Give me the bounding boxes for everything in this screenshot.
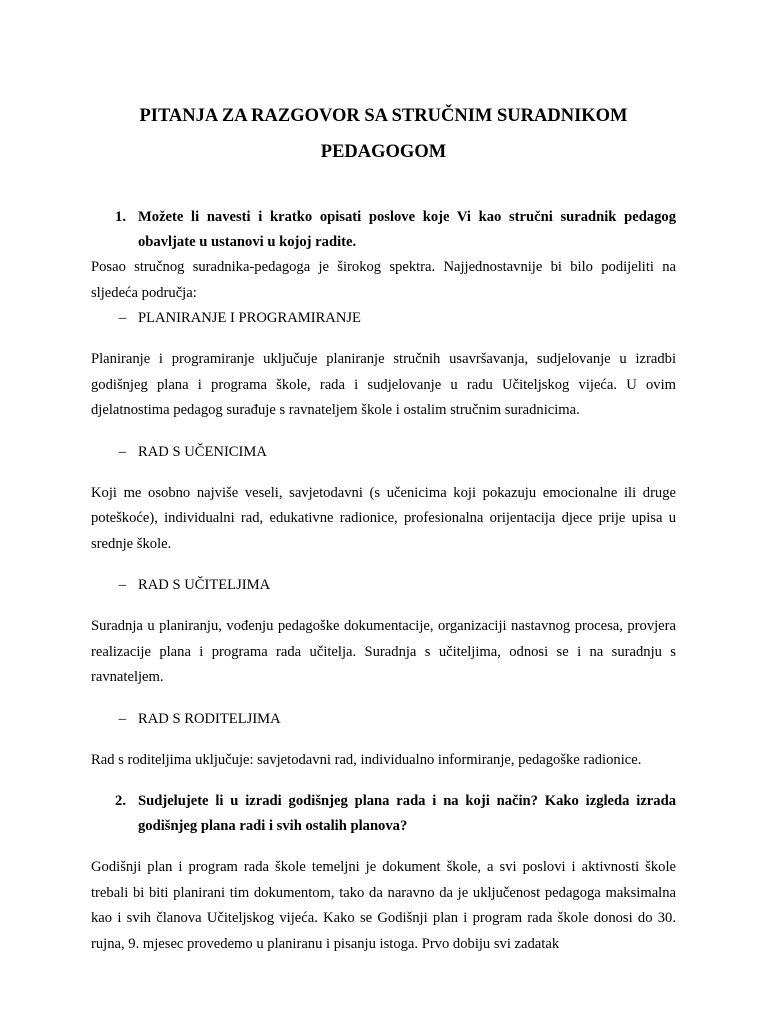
section-paragraph-students: Koji me osobno najviše veseli, savjetodavni (s učenicima koji pokazuju emocionalne ili druge poteškoće), individualni rad, edukativne radionice, profesionalna orijentacija djece prije upisa u srednje škole. xyxy=(91,484,676,552)
document-title xyxy=(91,0,676,170)
question-1 xyxy=(91,205,676,255)
title-line-1: PITANJA ZA RAZGOVOR SA STRUČNIM SURADNIKOM xyxy=(139,106,628,126)
title-line-2: PEDAGOGOM xyxy=(320,142,447,162)
question-text: Sudjelujete li u izradi godišnjeg plana rada i na koji način? Kako izgleda izrada godišnjeg plana radi i svih ostalih planova? xyxy=(138,793,676,834)
section-heading-planning xyxy=(91,306,676,331)
section-heading-text: RAD S RODITELJIMA xyxy=(138,710,281,727)
section-paragraph-parents: Rad s roditeljima uključuje: savjetodavni rad, individualno informiranje, pedagoške radionice. xyxy=(91,751,642,768)
dash-bullet: – xyxy=(118,443,126,460)
section-heading-text: RAD S UČENICIMA xyxy=(138,443,267,460)
section-heading-parents xyxy=(91,707,676,732)
question-number: 1. xyxy=(115,209,126,225)
question-text: Možete li navesti i kratko opisati poslove koje Vi kao stručni suradnik pedagog obavljate u ustanovi u kojoj radite. xyxy=(138,209,676,250)
dash-bullet: – xyxy=(118,710,126,727)
section-paragraph-teachers: Suradnja u planiranju, vođenju pedagoške dokumentacije, organizaciji nastavnog procesa, provjera realizacije plana i programa rada učitelja. Suradnja s učiteljima, odnosi se i na suradnju s ravnateljem. xyxy=(91,618,676,685)
section-heading-teachers xyxy=(91,573,676,598)
section-paragraph-planning: Planiranje i programiranje uključuje planiranje stručnih usavršavanja, sudjelovanje u izradbi godišnjeg plana i programa škole, rada i sudjelovanje u radu Učiteljskog vijeća. U ovim djelatnostima pedagog surađuje s ravnateljem škole i ostalim stručnim suradnicima. xyxy=(91,351,676,418)
dash-bullet: – xyxy=(118,577,126,593)
question-2 xyxy=(91,789,676,839)
section-heading-text: RAD S UČITELJIMA xyxy=(138,577,271,593)
dash-bullet: – xyxy=(118,310,126,326)
section-heading-students xyxy=(91,440,676,465)
question-number: 2. xyxy=(115,793,126,809)
answer-2-paragraph: Godišnji plan i program rada škole temeljni je dokument škole, a svi poslovi i aktivnosti škole trebali bi biti planirani tim dokumentom, tako da naravno da je uključenost pedagoga maksimalna kao i svih članova Učiteljskog vijeća. Kako se Godišnji plan i program rada škole donosi do 30. rujna, 9. mjesec provedemo u planiranu i pisanju istoga. Prvo dobiju svi zadatak xyxy=(91,859,676,952)
intro-paragraph: Posao stručnog suradnika-pedagoga je širokog spektra. Najjednostavnije bi bilo podijeliti na sljedeća područja: xyxy=(91,259,676,301)
section-heading-text: PLANIRANJE I PROGRAMIRANJE xyxy=(138,310,361,326)
